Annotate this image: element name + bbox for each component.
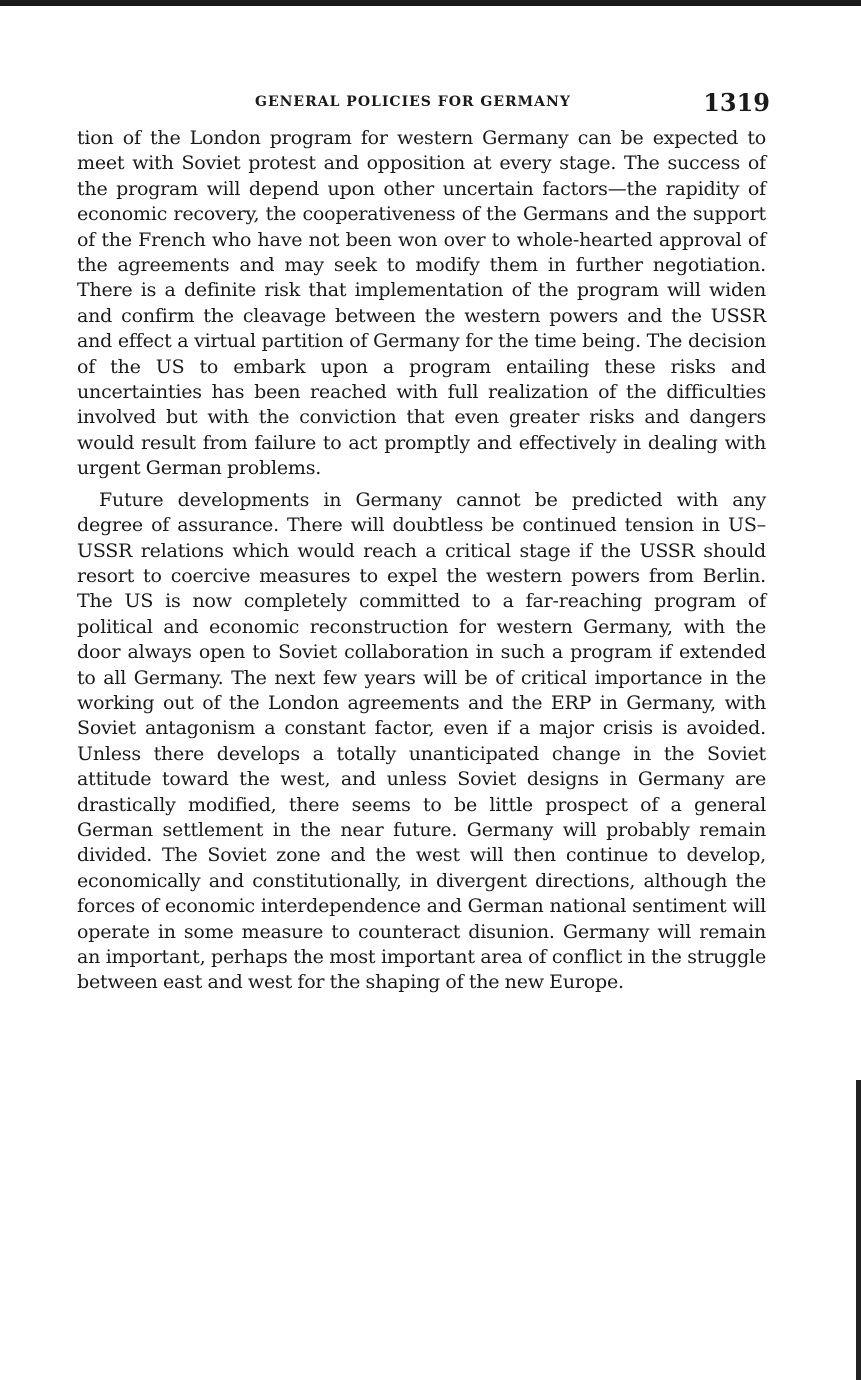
- paragraph-continued: tion of the London program for western Germany can be expected to meet with Soviet protest and opposition at every stage. The success of the program will depend upon other uncertain factors—the rapidity of economic recovery, the cooperativeness of the Germans and the support of the French who have not been won over to whole-hearted approval of the agreements and may seek to modify them in further negotiation. There is a definite risk that implementation of the program will widen and confirm the cleavage between the western powers and the USSR and effect a virtual partition of Germany for the time being. The decision of the US to embark upon a program entailing these risks and uncertainties has been reached with full realization of the difficulties involved but with the conviction that even greater risks and dangers would result from failure to act promptly and effectively in dealing with urgent German problems.: [77, 127, 766, 480]
- running-title: GENERAL POLICIES FOR GERMANY: [255, 94, 571, 110]
- running-header: [77, 88, 770, 126]
- body-text: [77, 126, 766, 996]
- paragraph-future-developments: Future developments in Germany cannot be predicted with any degree of assurance. There will doubtless be continued tension in US–USSR relations which would reach a critical stage if the USSR should resort to coercive measures to expel the western powers from Berlin. The US is now completely committed to a far-reaching program of political and economic reconstruction for western Germany, with the door always open to Soviet collaboration in such a program if extended to all Germany. The next few years will be of critical importance in the working out of the London agreements and the ERP in Germany, with Soviet antagonism a constant factor, even if a major crisis is avoided. Unless there develops a totally unanticipated change in the Soviet attitude toward the west, and unless Soviet designs in Germany are drastically modified, there seems to be little prospect of a general German settlement in the near future. Germany will probably remain divided. The Soviet zone and the west will then continue to develop, economically and constitutionally, in divergent directions, although the forces of economic interdependence and German national sentiment will operate in some measure to counteract disunion. Germany will remain an important, perhaps the most important area of conflict in the struggle between east and west for the shaping of the new Europe.: [77, 488, 766, 994]
- document-page: [77, 88, 770, 996]
- page-edge-shadow: [856, 1080, 861, 1380]
- page-number: 1319: [703, 88, 770, 117]
- top-border-rule: [0, 0, 861, 6]
